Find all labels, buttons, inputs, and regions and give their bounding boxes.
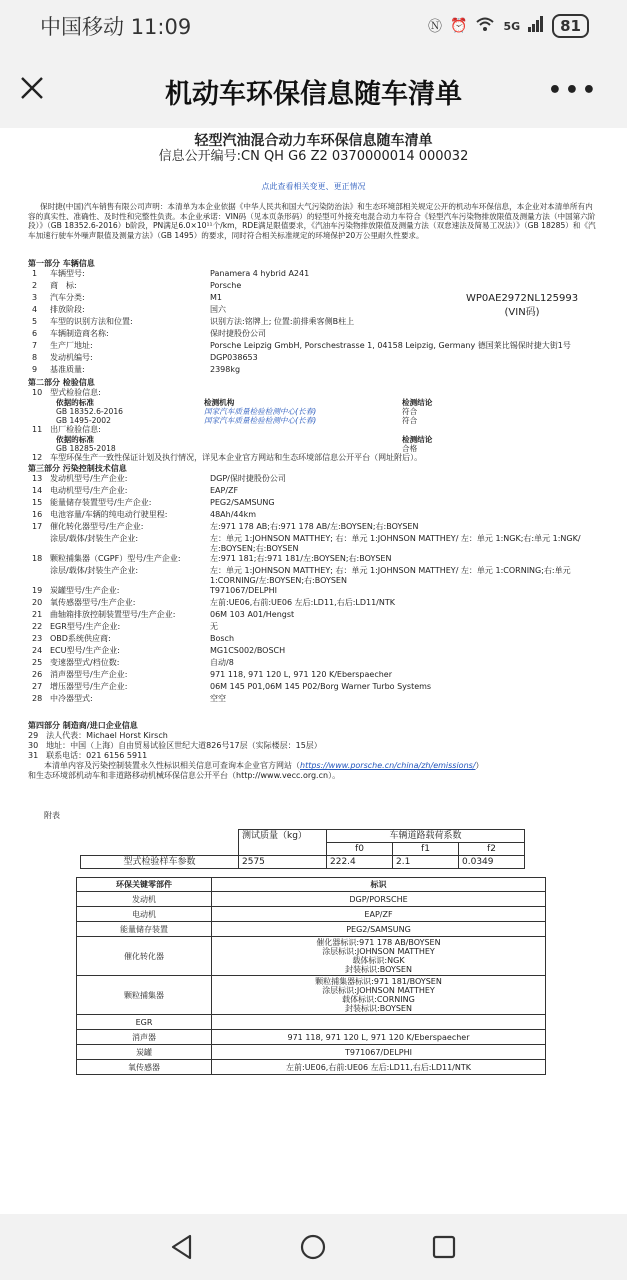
info-row: [28, 658, 599, 670]
row-label: 增压器型号/生产企业:: [50, 682, 128, 692]
alarm-icon: ⏰: [450, 18, 468, 34]
row-value: 无: [210, 622, 218, 632]
row-number: 25: [32, 658, 43, 668]
test-params-table: 测试质量（kg） 车辆道路载荷系数 f0 f1 f2 型式检验样车参数 2575 222.4 2.1 0.0349: [80, 829, 525, 869]
info-row: [28, 598, 599, 610]
row-number: 5: [32, 317, 38, 327]
row-number: 16: [32, 510, 43, 520]
row-number: 18: [32, 554, 43, 564]
more-options-icon[interactable]: •••: [547, 78, 599, 103]
row-value: 06M 145 P01,06M 145 P02/Borg Warner Turbo Systems: [210, 682, 432, 692]
header-road-load: 车辆道路载荷系数: [327, 830, 525, 843]
row-value: 971 118, 971 120 L, 971 120 K/Eberspaecher: [210, 670, 392, 680]
row-label: 车辆型号:: [50, 269, 85, 279]
row-value: DGP/保时捷股份公司: [210, 474, 286, 484]
info-row: [28, 269, 599, 281]
row-label: 炭罐型号/生产企业:: [50, 586, 120, 596]
row-value: Panamera 4 hybrid A241: [210, 269, 310, 279]
signal-icon: [528, 16, 544, 36]
row-value: 保时捷股份公司: [210, 329, 266, 339]
carrier-name: 中国移动: [40, 15, 124, 39]
component-name: 催化转化器: [77, 937, 212, 976]
row-number: 8: [32, 353, 38, 363]
info-row: [28, 365, 599, 377]
row-number: 1: [32, 269, 38, 279]
row-label: 曲轴箱排放控制装置型号/生产企业:: [50, 610, 176, 620]
document-body: [0, 128, 627, 1214]
row-value: 左：单元 1:JOHNSON MATTHEY; 右：单元 1:JOHNSON MATTHEY/ 左：单元 1:NGK;右:单元 1:NGK/左:BOYSEN;右:BOYSEN: [210, 534, 581, 554]
factory-test-label: 11 出厂检验信息:: [32, 425, 101, 435]
row-label: 发动机型号/生产企业:: [50, 474, 128, 484]
row-value: 06M 103 A01/Hengst: [210, 610, 295, 620]
row-value: 国六: [210, 305, 226, 315]
system-nav-bar: [0, 1214, 627, 1280]
row-label: 生产厂地址:: [50, 341, 93, 351]
row-label: 基准质量:: [50, 365, 85, 375]
table-row: [77, 1015, 546, 1030]
row-label: 变速器型式/档位数:: [50, 658, 120, 668]
row-number: 26: [32, 670, 43, 680]
row-value: 48Ah/44km: [210, 510, 257, 520]
component-marking: [212, 1015, 546, 1030]
info-row: [28, 646, 599, 658]
page-title: 机动车环保信息随车清单: [165, 79, 462, 110]
row-label: 汽车分类:: [50, 293, 85, 303]
row-number: 13: [32, 474, 43, 484]
info-row: [28, 498, 599, 510]
info-row: [28, 610, 599, 622]
header-test-mass: 测试质量（kg）: [239, 830, 327, 856]
battery-level: 81: [552, 14, 589, 38]
row-label: ECU型号/生产企业:: [50, 646, 120, 656]
row-label: 颗粒捕集器（CGPF）型号/生产企业:: [50, 554, 181, 564]
part3-title: 第三部分 污染控制技术信息: [28, 464, 127, 474]
emissions-url-link[interactable]: https://www.porsche.cn/china/zh/emissions/: [300, 761, 476, 771]
row-label: 消声器型号/生产企业:: [50, 670, 128, 680]
row-label: 电池容量/车辆的纯电动行驶里程:: [50, 510, 168, 520]
row-number: 23: [32, 634, 43, 644]
row-value: 空空: [210, 694, 226, 704]
table-row: [77, 1045, 546, 1060]
component-name: EGR: [77, 1015, 212, 1030]
info-row: [28, 534, 599, 554]
row-value: 识别方法:铭牌上; 位置:前排乘客侧B柱上: [210, 317, 355, 327]
row-label: 涂层/载体/封装生产企业:: [50, 534, 139, 544]
row-value: 左前:UE06,右前:UE06 左后:LD11,右后:LD11/NTK: [210, 598, 395, 608]
appendix-label: 附表: [44, 811, 60, 821]
clock: 11:09: [130, 15, 192, 39]
row-value: Bosch: [210, 634, 235, 644]
row-number: 3: [32, 293, 38, 303]
part2-title: 第二部分 检验信息: [28, 378, 95, 388]
row-number: 4: [32, 305, 38, 315]
row-number: 17: [32, 522, 43, 532]
row-number: 27: [32, 682, 43, 692]
row-number: 28: [32, 694, 43, 704]
row-value: Porsche: [210, 281, 242, 291]
components-table: [76, 877, 546, 1075]
vin-block: [466, 292, 578, 320]
table-row: [77, 892, 546, 907]
header-marking: 标识: [212, 878, 546, 892]
row-value: 左：单元 1:JOHNSON MATTHEY; 右：单元 1:JOHNSON MATTHEY/ 左：单元 1:CORNING;右:单元1:CORNING/左:BOYSEN;右:BOYSEN: [210, 566, 571, 586]
table-row: [77, 937, 546, 976]
table-row: [77, 976, 546, 1015]
address: 30 地址：中国（上海）自由贸易试验区世纪大道826号17层（实际楼层：15层）: [28, 741, 322, 751]
vin-code: WP0AE2972NL125993: [466, 293, 579, 304]
row-label: 车辆制造商名称:: [50, 329, 109, 339]
row-label: 型式检验样车参数: [81, 856, 239, 869]
component-marking: PEG2/SAMSUNG: [212, 922, 546, 937]
row-label: 催化转化器型号/生产企业:: [50, 522, 144, 532]
row-label: 中冷器型式:: [50, 694, 93, 704]
component-name: 电动机: [77, 907, 212, 922]
row-value: 左:971 178 AB;右:971 178 AB/左:BOYSEN;右:BOYSEN: [210, 522, 419, 532]
info-row: [28, 554, 599, 566]
component-name: 能量储存装置: [77, 922, 212, 937]
home-icon[interactable]: [300, 1234, 326, 1264]
row-number: 24: [32, 646, 43, 656]
component-marking: EAP/ZF: [212, 907, 546, 922]
info-row: [28, 566, 599, 586]
type-test-row: GB 1495-2002 国家汽车质量检验检测中心(长春) 符合: [56, 416, 418, 426]
row-value: DGP038653: [210, 353, 258, 363]
table-row: [77, 1030, 546, 1045]
vin-label: (VIN码): [504, 307, 540, 318]
row-label: 能量储存装置型号/生产企业:: [50, 498, 152, 508]
component-marking: DGP/PORSCHE: [212, 892, 546, 907]
info-row: [28, 522, 599, 534]
conformity-note: 12 车型环保生产一致性保证计划及执行情况，详见本企业官方网站和生态环境部信息公开平台（网址附后）。: [32, 453, 423, 463]
doc-number: 信息公开编号:CN QH G6 Z2 0370000014 000032: [158, 149, 469, 164]
phone: 31 联系电话：021 6156 5911: [28, 751, 148, 761]
legal-rep: 29 法人代表：Michael Horst Kirsch: [28, 731, 168, 741]
row-number: 2: [32, 281, 38, 291]
table-row: [77, 922, 546, 937]
pollution-control-list: [28, 474, 599, 706]
row-label: 排放阶段:: [50, 305, 85, 315]
nfc-icon: Ⓝ: [428, 19, 442, 35]
wifi-icon: [475, 16, 495, 36]
part1-title: 第一部分 车辆信息: [28, 259, 95, 269]
info-row: [28, 682, 599, 694]
info-row: [28, 634, 599, 646]
component-marking: 971 118, 971 120 L, 971 120 K/Eberspaecher: [212, 1030, 546, 1045]
row-label: 氧传感器型号/生产企业:: [50, 598, 136, 608]
row-number: 9: [32, 365, 38, 375]
row-label: 发动机编号:: [50, 353, 93, 363]
component-name: 氧传感器: [77, 1060, 212, 1075]
row-label: 电动机型号/生产企业:: [50, 486, 128, 496]
component-name: 消声器: [77, 1030, 212, 1045]
row-value: MG1CS002/BOSCH: [210, 646, 286, 656]
row-value: Porsche Leipzig GmbH, Porschestrasse 1, 04158 Leipzig, Germany 德国莱比锡保时捷大街1号: [210, 341, 571, 351]
info-row: [28, 341, 599, 353]
info-row: [28, 694, 599, 706]
declaration-text: 保时捷(中国)汽车销售有限公司声明：本清单为本企业依据《中华人民共和国大气污染防治法》和生态环境部相关规定公开的机动车环保信息，本企业对本清单所有内容的真实性、准确性、及时性和完整性负责。本企业承诺：VIN码（见本页条形码）的轻型可外接充电混合动力车符合《轻型汽车污染物排放限值及测量方法（中国第六阶段）》（GB 18352.6-2016）b阶段，PN满足6.0×10¹¹个/km，RDE满足限值要求，《汽油车污染物排放限值及测量方法（双怠速法及简易工况法）》（GB 18285）和《汽车加速行驶车外噪声限值及测量方法》（GB 1495）的要求，同时符合相关标准规定的环境保护20万公里耐久性要求。: [28, 202, 596, 240]
info-row: [28, 353, 599, 365]
header-standard: 依据的标准: [56, 435, 94, 445]
status-bar: [0, 0, 627, 52]
row-number: 21: [32, 610, 43, 620]
change-history-link[interactable]: 点此查看相关变更、更正情况: [261, 182, 366, 191]
component-name: 颗粒捕集器: [77, 976, 212, 1015]
row-value: M1: [210, 293, 222, 303]
header-result: 检测结论: [402, 435, 433, 445]
doc-title: 轻型汽油混合动力车环保信息随车清单: [194, 133, 433, 149]
title-bar: [0, 52, 627, 128]
row-value: 自动/8: [210, 658, 234, 668]
component-marking: T971067/DELPHI: [212, 1045, 546, 1060]
info-row: [28, 670, 599, 682]
component-name: 炭罐: [77, 1045, 212, 1060]
row-number: 15: [32, 498, 43, 508]
row-label: OBD系统供应商:: [50, 634, 111, 644]
recents-icon[interactable]: [432, 1235, 456, 1263]
component-marking: 催化器标识:971 178 AB/BOYSEN 涂层标识:JOHNSON MATTHEY 载体标识:NGK 封装标识:BOYSEN: [212, 937, 546, 976]
vehicle-info-list: [28, 269, 599, 377]
info-row: [28, 486, 599, 498]
info-row: [28, 329, 599, 341]
part4-title: 第四部分 制造商/进口企业信息: [28, 721, 138, 731]
row-label: 涂层/载体/封装生产企业:: [50, 566, 139, 576]
type-test-row: GB 18352.6-2016 国家汽车质量检验检测中心(长春) 符合: [56, 407, 418, 417]
info-row: [28, 510, 599, 522]
row-value: 左:971 181;右:971 181/左:BOYSEN;右:BOYSEN: [210, 554, 392, 564]
factory-test-row: GB 18285-2018 合格: [56, 444, 418, 454]
row-number: 19: [32, 586, 43, 596]
component-marking: 颗粒捕集器标识:971 181/BOYSEN 涂层标识:JOHNSON MATTHEY 载体标识:CORNING 封装标识:BOYSEN: [212, 976, 546, 1015]
row-number: 6: [32, 329, 38, 339]
row-number: 20: [32, 598, 43, 608]
component-name: 发动机: [77, 892, 212, 907]
header-result: 检测结论: [402, 398, 433, 408]
info-row: [28, 586, 599, 598]
query-note-2: 和生态环境部机动车和非道路移动机械环保信息公开平台（http://www.vecc.org.cn）。: [28, 771, 341, 781]
row-number: 22: [32, 622, 43, 632]
row-label: EGR型号/生产企业:: [50, 622, 121, 632]
row-value: T971067/DELPHI: [210, 586, 277, 596]
row-number: 7: [32, 341, 38, 351]
header-org: 检测机构: [204, 398, 235, 408]
component-marking: 左前:UE06,右前:UE06 左后:LD11,右后:LD11/NTK: [212, 1060, 546, 1075]
row-label: 商 标:: [50, 281, 77, 291]
table-row: [77, 1060, 546, 1075]
header-component: 环保关键零部件: [77, 878, 212, 892]
info-row: [28, 622, 599, 634]
info-row: [28, 474, 599, 486]
query-note: 本清单内容及污染控制装置永久性标识相关信息可查询本企业官方网站（https://www.porsche.cn/china/zh/emissions/）: [44, 761, 484, 771]
row-value: PEG2/SAMSUNG: [210, 498, 275, 508]
row-value: EAP/ZF: [210, 486, 239, 496]
row-label: 车型的识别方法和位置:: [50, 317, 133, 327]
row-number: 14: [32, 486, 43, 496]
table-row: [77, 907, 546, 922]
network-type: 5G: [503, 19, 521, 33]
header-standard: 依据的标准: [56, 398, 94, 408]
type-test-label: 10 型式检验信息:: [32, 388, 101, 398]
row-value: 2398kg: [210, 365, 241, 375]
back-icon[interactable]: [170, 1234, 194, 1264]
